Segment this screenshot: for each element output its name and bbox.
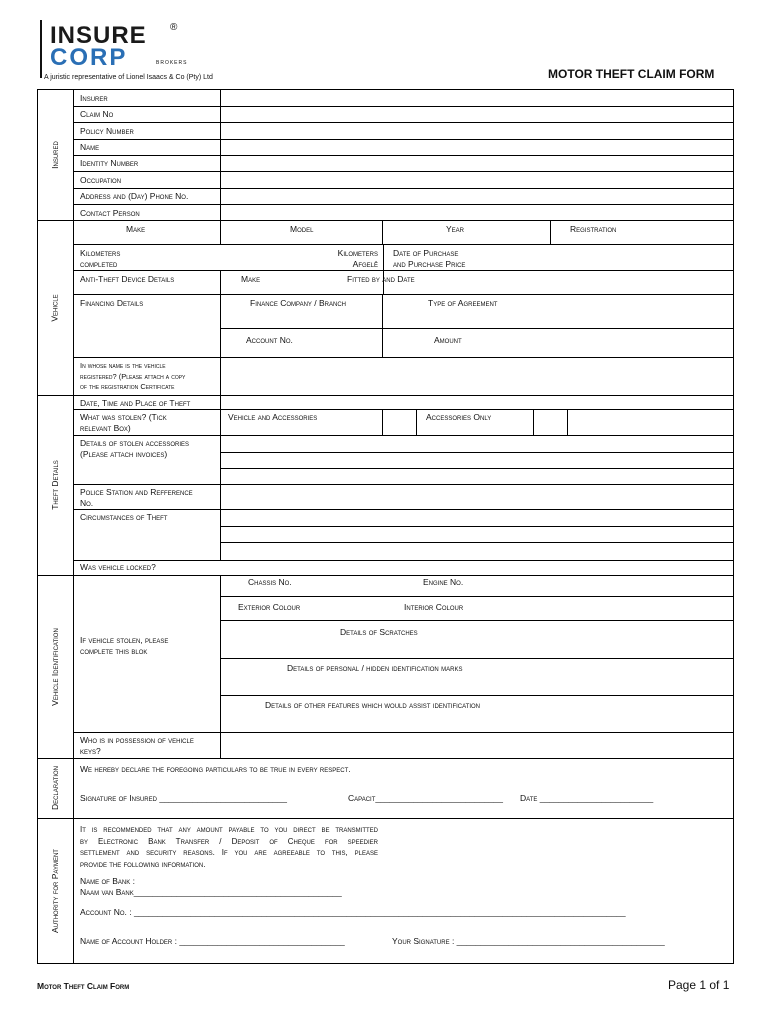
- field-identity-number[interactable]: [221, 156, 733, 171]
- label-finance-company: Finance Company / Branch: [250, 298, 347, 308]
- declaration-capacity[interactable]: Capacit___________________________: [348, 793, 504, 803]
- label-insurer: Insurer: [80, 93, 108, 103]
- field-registered-name[interactable]: [221, 358, 733, 395]
- label-fitted-by: Fitted by and Date: [347, 274, 415, 284]
- label-if-vehicle-stolen: If vehicle stolen, please complete this blok: [80, 635, 169, 656]
- label-interior-colour: Interior Colour: [404, 602, 464, 612]
- field-make[interactable]: [221, 221, 381, 244]
- field-engine-no[interactable]: [480, 576, 733, 596]
- label-year: Year: [446, 224, 465, 234]
- label-details-stolen-accessories: Details of stolen accessories (Please attach invoices): [80, 438, 190, 459]
- logo-bar: [40, 20, 42, 78]
- section-authority: Authority for Payment: [50, 849, 61, 933]
- label-account-no: Account No.: [246, 335, 293, 345]
- label-police-station: Police Station and Refference No.: [80, 487, 193, 508]
- field-scratches[interactable]: [221, 640, 733, 658]
- label-date-time-place: Date, Time and Place of Theft: [80, 398, 191, 408]
- field-stolen-accessories[interactable]: [221, 436, 733, 484]
- field-insurer[interactable]: [221, 90, 733, 106]
- field-name[interactable]: [221, 140, 733, 155]
- field-date-of-purchase[interactable]: [480, 245, 733, 270]
- label-km-afgele: Kilometers Afgelê: [337, 248, 378, 269]
- label-registration: Registration: [570, 224, 617, 234]
- label-occupation: Occupation: [80, 175, 122, 185]
- declaration-statement: We hereby declare the foregoing particulars to be true in every respect.: [80, 764, 351, 774]
- field-personal-marks[interactable]: [221, 676, 733, 695]
- label-contact-person: Contact Person: [80, 208, 140, 218]
- checkbox-accessories-only[interactable]: [533, 409, 568, 435]
- representative-text: A juristic representative of Lionel Isaacs & Co (Pty) Ltd: [44, 74, 213, 81]
- field-claim-no[interactable]: [221, 107, 733, 122]
- logo-insure: INSURE: [50, 22, 147, 49]
- label-anti-theft-make: Make: [241, 274, 261, 284]
- label-name: Name: [80, 142, 100, 152]
- label-type-of-agreement: Type of Agreement: [428, 298, 498, 308]
- field-exterior-colour[interactable]: [320, 597, 400, 620]
- section-insured: Insured: [50, 140, 61, 169]
- label-accessories-only: Accessories Only: [426, 412, 492, 422]
- label-vehicle-locked: Was vehicle locked?: [80, 562, 156, 572]
- field-model[interactable]: [383, 221, 549, 244]
- label-identity-number: Identity Number: [80, 158, 139, 168]
- label-chassis-no: Chassis No.: [248, 577, 292, 587]
- label-personal-marks: Details of personal / hidden identification marks: [287, 663, 463, 673]
- field-bank-name[interactable]: Naam van Bank____________________________________________: [80, 887, 342, 897]
- field-vehicle-locked[interactable]: [180, 561, 733, 575]
- field-keys-possession[interactable]: [221, 733, 733, 758]
- field-fitted-by[interactable]: [425, 271, 733, 294]
- field-your-signature[interactable]: Your Signature : ____________________________________________: [392, 936, 665, 946]
- label-financing: Financing Details: [80, 298, 144, 308]
- section-declaration: Declaration: [50, 765, 61, 811]
- logo-registered: ®: [170, 22, 178, 33]
- label-make: Make: [126, 224, 146, 234]
- label-policy-number: Policy Number: [80, 126, 134, 136]
- field-date-time-place[interactable]: [221, 396, 733, 409]
- label-exterior-colour: Exterior Colour: [238, 602, 301, 612]
- checkbox-vehicle-and-accessories[interactable]: [382, 409, 417, 435]
- label-circumstances: Circumstances of Theft: [80, 512, 168, 522]
- section-theft-details: Theft Details: [50, 460, 60, 510]
- field-circumstances[interactable]: [221, 510, 733, 560]
- label-model: Model: [290, 224, 314, 234]
- form-title: MOTOR THEFT CLAIM FORM: [548, 67, 715, 81]
- label-address: Address and (Day) Phone No.: [80, 191, 189, 201]
- label-registered-name: In whose name is the vehicle registered? (Please attach a copy of the registration Certificate: [80, 361, 186, 391]
- section-vehicle: Vehicle: [50, 293, 60, 322]
- field-interior-colour[interactable]: [480, 597, 733, 620]
- field-contact-person[interactable]: [221, 205, 733, 220]
- label-what-was-stolen: What was stolen? (Tick relevant Box): [80, 412, 167, 433]
- footer-page-number: Page 1 of 1: [668, 978, 730, 992]
- label-keys-possession: Who is in possession of vehicle keys?: [80, 735, 194, 756]
- section-vehicle-identification: Vehicle Identification: [50, 627, 60, 706]
- label-date-of-purchase: Date of Purchase and Purchase Price: [393, 248, 466, 269]
- field-registration[interactable]: [551, 221, 733, 244]
- field-occupation[interactable]: [221, 172, 733, 188]
- field-address[interactable]: [221, 189, 733, 204]
- field-account-holder[interactable]: Name of Account Holder : ___________________________________: [80, 936, 345, 946]
- label-details-scratches: Details of Scratches: [340, 627, 418, 637]
- field-account-no[interactable]: Account No. : ________________________________________________________________________________________________________: [80, 907, 626, 917]
- declaration-signature[interactable]: Signature of Insured ___________________________: [80, 793, 287, 803]
- label-anti-theft: Anti-Theft Device Details: [80, 274, 175, 284]
- label-km-completed: Kilometers completed: [80, 248, 121, 269]
- label-engine-no: Engine No.: [423, 577, 464, 587]
- label-amount: Amount: [434, 335, 462, 345]
- field-police-station[interactable]: [221, 485, 733, 509]
- label-other-features: Details of other features which would assist identification: [265, 700, 481, 710]
- declaration-date[interactable]: Date ________________________: [520, 793, 654, 803]
- logo-brokers: BROKERS: [156, 60, 188, 66]
- label-vehicle-and-accessories: Vehicle and Accessories: [228, 412, 318, 422]
- field-chassis-no[interactable]: [320, 576, 400, 596]
- logo: [40, 18, 190, 73]
- authority-paragraph: It is recommended that any amount payable to you direct be transmitted by Electronic Bank Transfer / Deposit of Cheque for speedier settlement and security reasons. If you are agreeable to this, please provide the following information.: [80, 825, 378, 869]
- label-bank-name: Name of Bank :: [80, 876, 135, 886]
- field-other-features[interactable]: [221, 712, 733, 732]
- footer-form-name: Motor Theft Claim Form: [37, 981, 130, 991]
- field-policy-number[interactable]: [221, 123, 733, 139]
- label-claim-no: Claim No: [80, 109, 114, 119]
- logo-corp: CORP: [50, 44, 128, 71]
